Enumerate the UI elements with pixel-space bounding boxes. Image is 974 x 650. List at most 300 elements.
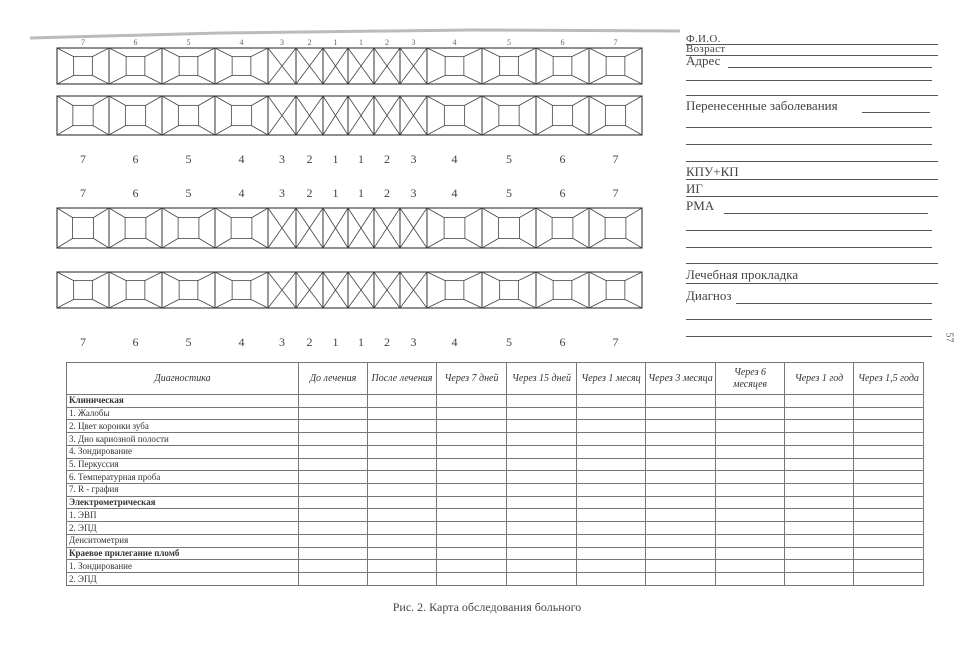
table-row [67, 433, 924, 446]
header-cell: Через 3 месяца [646, 363, 716, 395]
tooth-cell [400, 208, 427, 248]
tooth-cell [162, 48, 215, 84]
section-label: Клиническая [67, 395, 299, 408]
tooth-cell [296, 96, 323, 135]
tooth-cell [400, 96, 427, 135]
row-label: 2. Цвет коронки зуба [67, 420, 299, 433]
teeth-row-upper-1 [57, 48, 642, 84]
table-cell [854, 509, 924, 522]
table-cell [785, 560, 854, 573]
tooth-number: 3 [410, 186, 417, 200]
tooth-cell [374, 272, 400, 308]
teeth-band-frame [57, 96, 642, 135]
row-label: 2. ЭПД [67, 522, 299, 535]
tooth-cell [348, 96, 374, 135]
table-cell [507, 560, 577, 573]
table-cell [299, 458, 368, 471]
table-cell [646, 509, 716, 522]
table-cell [299, 471, 368, 484]
tooth-number: 2 [307, 38, 312, 47]
table-cell [437, 471, 507, 484]
tooth-cell [215, 48, 268, 84]
table-row [67, 534, 924, 547]
tooth-number: 2 [384, 152, 390, 166]
tooth-number: 6 [560, 38, 565, 47]
address-line-2 [686, 80, 932, 81]
table-cell [577, 573, 646, 586]
tooth-cell [109, 272, 162, 308]
header-cell: Через 1 месяц [577, 363, 646, 395]
table-cell [646, 560, 716, 573]
table-cell [437, 547, 507, 560]
table-cell [368, 471, 437, 484]
table-cell [716, 496, 785, 509]
tooth-cell [323, 48, 348, 84]
diagnosis-line-2 [686, 319, 932, 320]
table-cell [854, 573, 924, 586]
rma-label: РМА [686, 198, 715, 213]
tooth-number: 1 [332, 335, 339, 349]
header-cell: Через 6 месяцев [716, 363, 785, 395]
tooth-cell [268, 96, 296, 135]
table-cell [646, 522, 716, 535]
table-cell [299, 445, 368, 458]
table-row [67, 522, 924, 535]
table-cell [646, 407, 716, 420]
tooth-cell [296, 208, 323, 248]
table-cell [785, 547, 854, 560]
rma-line-4 [686, 263, 938, 264]
tooth-cell [400, 272, 427, 308]
table-cell [368, 534, 437, 547]
tooth-number: 7 [612, 186, 619, 200]
table-cell [299, 496, 368, 509]
tooth-number: 5 [506, 152, 512, 166]
tooth-cell [109, 96, 162, 135]
table-row [67, 560, 924, 573]
ig-label: ИГ [686, 181, 703, 196]
table-cell [299, 547, 368, 560]
tooth-cell [427, 48, 482, 84]
header-cell: Через 15 дней [507, 363, 577, 395]
table-cell [577, 471, 646, 484]
table-cell [577, 496, 646, 509]
table-cell [299, 484, 368, 497]
table-cell [785, 496, 854, 509]
table-cell [368, 420, 437, 433]
past-diseases-line-1 [862, 112, 930, 113]
table-cell [368, 407, 437, 420]
header-cell: Через 1,5 года [854, 363, 924, 395]
tooth-cell [536, 272, 589, 308]
table-cell [507, 445, 577, 458]
table-row [67, 471, 924, 484]
tooth-cell [268, 208, 296, 248]
table-cell [368, 445, 437, 458]
table-cell [646, 471, 716, 484]
tooth-cell [162, 96, 215, 135]
table-cell [577, 458, 646, 471]
table-cell [299, 395, 368, 408]
rma-line-3 [686, 247, 932, 248]
table-cell [577, 395, 646, 408]
header-cell: Через 7 дней [437, 363, 507, 395]
table-cell [507, 573, 577, 586]
table-cell [854, 496, 924, 509]
tooth-number: 4 [451, 152, 458, 166]
table-cell [368, 522, 437, 535]
tooth-cell [427, 208, 482, 248]
rma-line-2 [686, 230, 932, 231]
table-cell [437, 420, 507, 433]
tooth-cell [427, 96, 482, 135]
row-label: Денситометрия [67, 534, 299, 547]
rma-line-1 [724, 213, 928, 214]
tooth-number: 6 [132, 152, 139, 166]
tooth-number: 1 [358, 335, 364, 349]
table-cell [785, 484, 854, 497]
tooth-number: 3 [280, 38, 284, 47]
table-body [67, 395, 924, 586]
tooth-cell [162, 272, 215, 308]
tooth-number: 5 [506, 335, 512, 349]
table-cell [299, 407, 368, 420]
table-cell [507, 433, 577, 446]
table-row [67, 484, 924, 497]
tooth-number: 7 [80, 335, 86, 349]
header-cell: До лечения [299, 363, 368, 395]
past-diseases-line-2 [686, 127, 932, 128]
row-label: 1. Зондирование [67, 560, 299, 573]
tooth-number: 1 [332, 152, 339, 166]
tooth-cell [374, 208, 400, 248]
tooth-number: 3 [410, 152, 417, 166]
table-cell [437, 395, 507, 408]
table-cell [716, 445, 785, 458]
table-cell [368, 395, 437, 408]
teeth-row-lower-2 [57, 272, 642, 308]
table-cell [299, 573, 368, 586]
table-cell [646, 395, 716, 408]
row-label: 3. Дно кариозной полости [67, 433, 299, 446]
tooth-number: 6 [132, 186, 139, 200]
tooth-number: 3 [410, 335, 417, 349]
diagnosis-line-3 [686, 336, 932, 337]
tooth-cell [57, 96, 109, 135]
tooth-number: 7 [80, 186, 86, 200]
tooth-cell [374, 48, 400, 84]
tooth-number-row-2 [80, 186, 619, 200]
page-number: 57 [943, 332, 955, 343]
tooth-number-row-top [81, 38, 618, 47]
tooth-number: 1 [358, 186, 364, 200]
tooth-cell [57, 208, 109, 248]
figure-caption: Рис. 2. Карта обследования больного [392, 600, 582, 614]
tooth-cell [348, 48, 374, 84]
tooth-number: 3 [279, 152, 285, 166]
table-cell [785, 395, 854, 408]
table-cell [507, 509, 577, 522]
tooth-number: 4 [239, 38, 244, 47]
table-cell [716, 547, 785, 560]
past-diseases-line-4 [686, 161, 938, 162]
tooth-cell [589, 208, 642, 248]
table-cell [854, 420, 924, 433]
tooth-number-row-3 [80, 335, 619, 349]
table-cell [716, 522, 785, 535]
table-cell [646, 534, 716, 547]
table-cell [646, 484, 716, 497]
tooth-number: 5 [185, 152, 192, 166]
teeth-row-lower-1 [57, 208, 642, 248]
tooth-cell [348, 272, 374, 308]
table-cell [299, 509, 368, 522]
table-cell [507, 522, 577, 535]
table-cell [437, 445, 507, 458]
table-cell [716, 433, 785, 446]
dental-charts [0, 0, 680, 360]
table-cell [716, 471, 785, 484]
table-cell [716, 534, 785, 547]
table-cell [507, 420, 577, 433]
table-cell [299, 522, 368, 535]
table-row [67, 547, 924, 560]
tooth-number: 7 [612, 152, 619, 166]
tooth-cell [296, 48, 323, 84]
tooth-cell [323, 272, 348, 308]
tooth-number: 3 [411, 38, 416, 47]
table-cell [577, 547, 646, 560]
table-cell [507, 458, 577, 471]
tooth-number: 3 [279, 335, 285, 349]
tooth-cell [536, 48, 589, 84]
table-cell [854, 547, 924, 560]
tooth-number: 2 [385, 38, 389, 47]
table-cell [716, 484, 785, 497]
tooth-cell [323, 208, 348, 248]
table-cell [646, 433, 716, 446]
teeth-band-frame [57, 208, 642, 248]
table-cell [368, 458, 437, 471]
kpu-line [686, 179, 938, 180]
age-line [686, 55, 938, 56]
tooth-number: 4 [452, 38, 457, 47]
section-label: Краевое прилегание пломб [67, 547, 299, 560]
tooth-cell [374, 96, 400, 135]
table-cell [507, 484, 577, 497]
diagnosis-line-1 [736, 303, 932, 304]
table-cell [716, 458, 785, 471]
tooth-number: 1 [358, 152, 364, 166]
tooth-number: 6 [559, 152, 566, 166]
teeth-row-upper-2 [57, 96, 642, 135]
table-cell [854, 395, 924, 408]
tooth-cell [109, 208, 162, 248]
table-cell [507, 496, 577, 509]
table-cell [646, 458, 716, 471]
tooth-cell [589, 48, 642, 84]
past-diseases-label: Перенесенные заболевания [686, 98, 838, 113]
row-label: 6. Температурная проба [67, 471, 299, 484]
age-label: Возраст [686, 43, 726, 55]
tooth-number: 7 [612, 335, 619, 349]
tooth-number: 2 [384, 186, 390, 200]
tooth-cell [400, 48, 427, 84]
table-cell [785, 433, 854, 446]
tooth-cell [162, 208, 215, 248]
tooth-number: 7 [613, 38, 618, 47]
past-diseases-line-3 [686, 144, 932, 145]
table-cell [368, 496, 437, 509]
table-cell [646, 496, 716, 509]
table-row [67, 395, 924, 408]
table-row [67, 420, 924, 433]
tooth-cell [427, 272, 482, 308]
tooth-cell [215, 96, 268, 135]
tooth-number: 4 [451, 335, 458, 349]
table-cell [437, 458, 507, 471]
table-cell [785, 534, 854, 547]
table-row [67, 458, 924, 471]
table-cell [437, 509, 507, 522]
tooth-number: 2 [306, 152, 313, 166]
tooth-number: 2 [306, 186, 313, 200]
table-row [67, 509, 924, 522]
table-cell [716, 509, 785, 522]
table-cell [507, 534, 577, 547]
table-cell [437, 484, 507, 497]
tooth-cell [109, 48, 162, 84]
table-cell [299, 534, 368, 547]
tooth-number: 3 [279, 186, 285, 200]
address-line-1 [728, 67, 932, 68]
table-row [67, 496, 924, 509]
header-cell: Диагностика [67, 363, 299, 395]
table-cell [437, 534, 507, 547]
table-cell [299, 433, 368, 446]
header-cell: Через 1 год [785, 363, 854, 395]
tooth-number: 2 [306, 335, 313, 349]
table-cell [646, 547, 716, 560]
table-cell [785, 509, 854, 522]
table-cell [437, 560, 507, 573]
table-cell [716, 407, 785, 420]
table-cell [368, 433, 437, 446]
tooth-cell [57, 272, 109, 308]
table-cell [854, 534, 924, 547]
table-cell [646, 445, 716, 458]
table-cell [577, 484, 646, 497]
tooth-cell [536, 208, 589, 248]
tooth-number: 6 [133, 38, 138, 47]
table-cell [716, 573, 785, 586]
tooth-cell [589, 272, 642, 308]
tooth-number: 1 [359, 38, 363, 47]
tooth-cell [268, 272, 296, 308]
tooth-number: 5 [185, 186, 192, 200]
header-cell: После лечения [368, 363, 437, 395]
tooth-number: 2 [384, 335, 390, 349]
table-row [67, 573, 924, 586]
table-cell [368, 547, 437, 560]
table-cell [716, 560, 785, 573]
table-cell [368, 484, 437, 497]
table-cell [577, 420, 646, 433]
table-cell [507, 547, 577, 560]
tooth-cell [536, 96, 589, 135]
tooth-cell [348, 208, 374, 248]
tooth-cell [482, 208, 536, 248]
table-cell [854, 445, 924, 458]
table-cell [299, 420, 368, 433]
tooth-number: 4 [451, 186, 458, 200]
tooth-number: 6 [559, 186, 566, 200]
row-label: 7. R - графия [67, 484, 299, 497]
tooth-cell [482, 48, 536, 84]
tooth-number: 5 [506, 186, 512, 200]
table-cell [437, 496, 507, 509]
table-row [67, 445, 924, 458]
tooth-number: 4 [238, 335, 245, 349]
table-cell [577, 407, 646, 420]
tooth-number: 4 [238, 152, 245, 166]
tooth-number: 5 [507, 38, 511, 47]
table-cell [785, 458, 854, 471]
liner-line [686, 283, 938, 284]
table-cell [854, 560, 924, 573]
row-label: 5. Перкуссия [67, 458, 299, 471]
tooth-cell [296, 272, 323, 308]
table-cell [507, 407, 577, 420]
table-cell [577, 445, 646, 458]
tooth-number: 1 [333, 38, 338, 47]
table-cell [854, 433, 924, 446]
page-shadow [30, 30, 680, 38]
fio-label: Ф.И.О. [686, 33, 721, 45]
tooth-number: 4 [238, 186, 245, 200]
table-cell [577, 509, 646, 522]
section-label: Электрометрическая [67, 496, 299, 509]
tooth-cell [215, 208, 268, 248]
diagnostics-table [66, 362, 924, 586]
table-cell [437, 433, 507, 446]
table-cell [507, 395, 577, 408]
table-row [67, 407, 924, 420]
tooth-number: 6 [132, 335, 139, 349]
tooth-number: 7 [80, 152, 86, 166]
kpu-label: КПУ+КП [686, 164, 739, 179]
table-cell [368, 509, 437, 522]
liner-label: Лечебная прокладка [686, 267, 799, 282]
address-line-3 [686, 95, 938, 96]
table-cell [577, 522, 646, 535]
table-cell [368, 573, 437, 586]
ig-line [686, 196, 938, 197]
table-cell [368, 560, 437, 573]
tooth-cell [57, 48, 109, 84]
table-cell [785, 471, 854, 484]
table-cell [854, 484, 924, 497]
tooth-number: 5 [186, 38, 191, 47]
table-header-row [67, 363, 924, 395]
tooth-cell [589, 96, 642, 135]
row-label: 1. ЭВП [67, 509, 299, 522]
table-cell [785, 407, 854, 420]
table-cell [854, 407, 924, 420]
tooth-number: 7 [81, 38, 85, 47]
table-cell [507, 471, 577, 484]
table-cell [646, 573, 716, 586]
